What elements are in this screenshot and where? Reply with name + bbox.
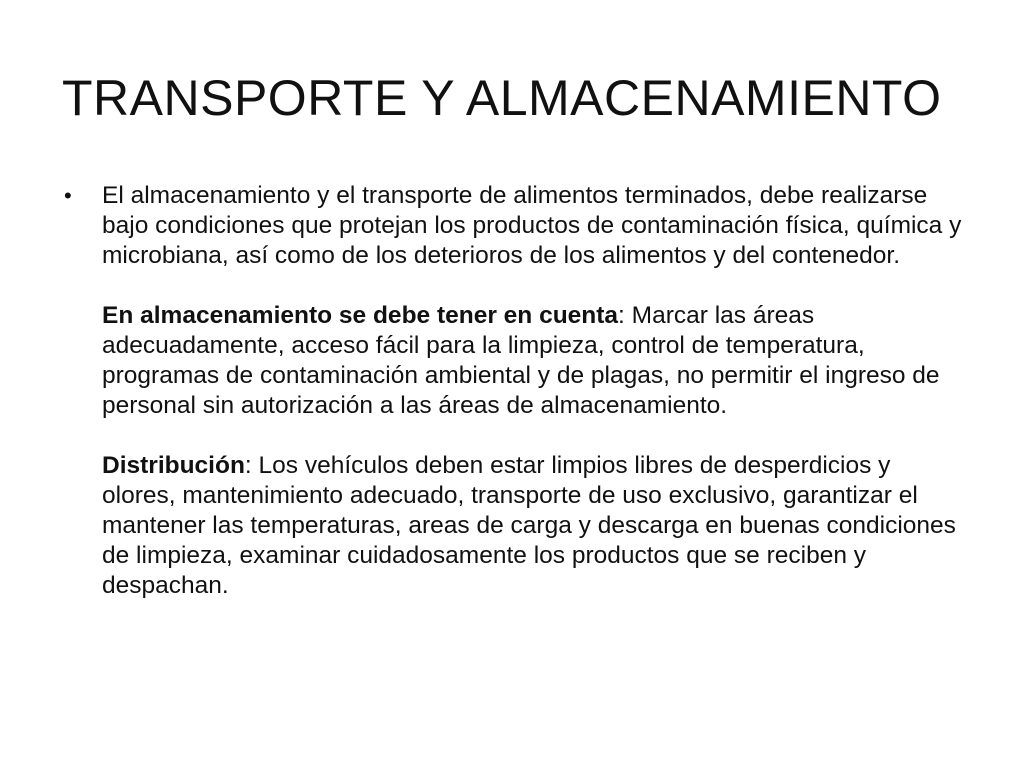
bullet-item bbox=[64, 181, 964, 601]
paragraph-storage bbox=[102, 301, 964, 421]
paragraph-intro-text: El almacenamiento y el transporte de alimentos terminados, debe realizarse bajo condiciones que protejan los productos de contaminación física, química y microbiana, así como de los deterioros de los alimentos y del contenedor. bbox=[102, 182, 962, 269]
paragraph-intro bbox=[102, 181, 964, 271]
slide-content bbox=[64, 181, 964, 601]
bullet-dot-icon: • bbox=[64, 183, 72, 208]
paragraph-distribution bbox=[102, 451, 964, 601]
paragraph-distribution-lead: Distribución bbox=[102, 452, 245, 479]
bullet-body bbox=[102, 181, 964, 601]
paragraph-storage-lead: En almacenamiento se debe tener en cuenta bbox=[102, 302, 619, 329]
slide-title: TRANSPORTE Y ALMACENAMIENTO bbox=[62, 70, 942, 126]
paragraph-storage-text: : Marcar las áreas adecuadamente, acceso fácil para la limpieza, control de temperatura, programas de contaminación ambiental y de plagas, no permitir el ingreso de personal sin autorización a las áreas de almacenamiento. bbox=[102, 302, 940, 419]
paragraph-distribution-text: : Los vehículos deben estar limpios libres de desperdicios y olores, mantenimiento adecuado, transporte de uso exclusivo, garantizar el mantener las temperaturas, areas de carga y descarga en buenas condiciones de limpieza, examinar cuidadosamente los productos que se reciben y despachan. bbox=[102, 452, 956, 599]
